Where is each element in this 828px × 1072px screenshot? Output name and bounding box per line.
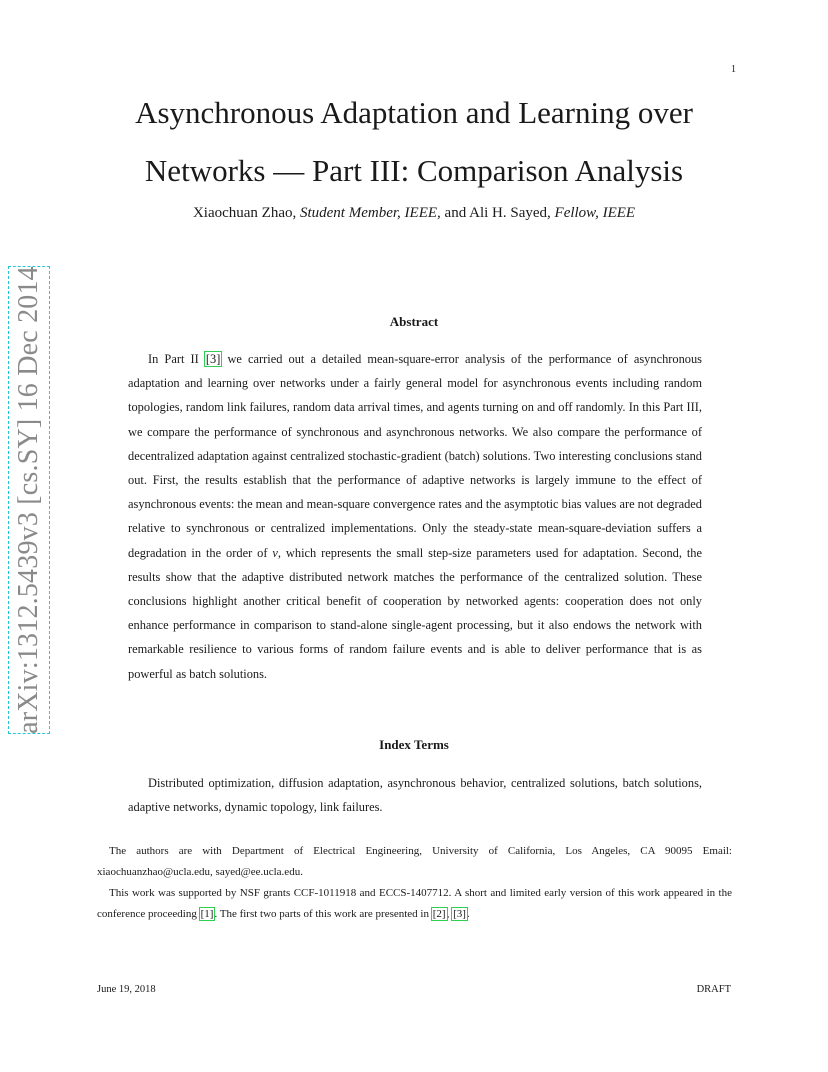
abstract-heading: Abstract [389, 314, 439, 329]
paper-title [90, 84, 738, 200]
funding-text-end: . [466, 908, 470, 920]
funding-footnote [97, 883, 732, 925]
abstract-text-part-1: we carried out a detailed mean-square-error analysis of the performance of asynchronous adaptation and learning over networks under a fairly general model for asynchronous events including random topologies, random link failures, random data arrival times, and agents turning on and off randomly. In this Part III, we compare the performance of synchronous and asynchronous networks. We also compare the performance of decentralized adaptation against centralized stochastic-gradient (batch) solutions. Two interesting conclusions stand out. First, the results establish that the performance of adaptive networks is largely immune to the effect of asynchronous events: the mean and mean-square convergence rates and the asymptotic bias values are not degraded relative to synchronous or centralized implementations. Only the steady-state mean-square-deviation suffers a degradation in the order of [128, 352, 702, 560]
citation-separator: , [446, 908, 453, 920]
author-role-zhao: Student Member, IEEE, [299, 205, 441, 221]
title-line-1: Asynchronous Adaptation and Learning over [135, 95, 693, 130]
title-line-2: Networks — Part III: Comparison Analysis [144, 153, 684, 188]
author-role-sayed: Fellow, IEEE [554, 205, 636, 221]
funding-text-part-2: . The first two parts of this work are presented in [214, 908, 432, 920]
author-line [90, 205, 738, 222]
affiliation-footnote: The authors are with Department of Electrical Engineering, University of California, Los Angeles, CA 90095 Email: xiaochuanzhao@ucla.edu, sayed@ee.ucla.edu. [97, 845, 732, 878]
author-name-zhao: Xiaochuan Zhao, [192, 205, 297, 221]
abstract-intro: In Part II [148, 352, 205, 366]
footer-date: June 19, 2018 [97, 984, 156, 995]
citation-link-2[interactable]: [2] [432, 908, 446, 920]
index-terms-heading: Index Terms [379, 737, 449, 752]
abstract-text-part-2: , which represents the small step-size parameters used for adaptation. Second, the results show that the adaptive distributed network matches the performance of the centralized solution. These conclusions highlight another critical benefit of cooperation by networked agents: cooperation does not only enhance performance in comparison to stand-alone single-agent processing, but it also endows the network with remarkable resilience to various forms of random failure events and is able to deliver performance that is as powerful as batch solutions. [128, 545, 703, 681]
nu-symbol: ν [272, 545, 278, 560]
citation-link-1[interactable]: [1] [200, 908, 214, 920]
footer-draft-label: DRAFT [696, 984, 731, 995]
arxiv-identifier-stamp[interactable] [8, 266, 50, 734]
page-number: 1 [731, 64, 736, 75]
funding-text-part-1: This work was supported by NSF grants CCF-1011918 and ECCS-1407712. A short and limited early version of this work appeared in the conference proceeding [97, 887, 732, 920]
citation-link-3-footnote[interactable]: [3] [453, 908, 466, 920]
index-terms-body: Distributed optimization, diffusion adaptation, asynchronous behavior, centralized solutions, batch solutions, adaptive networks, dynamic topology, link failures. [128, 776, 702, 815]
author-name-sayed: and Ali H. Sayed, [440, 205, 551, 221]
arxiv-identifier-text: arXiv:1312.5439v3 [cs.SY] 16 Dec 2014 [13, 266, 44, 734]
citation-link-3[interactable]: [3] [205, 352, 221, 366]
abstract-body [128, 347, 702, 686]
